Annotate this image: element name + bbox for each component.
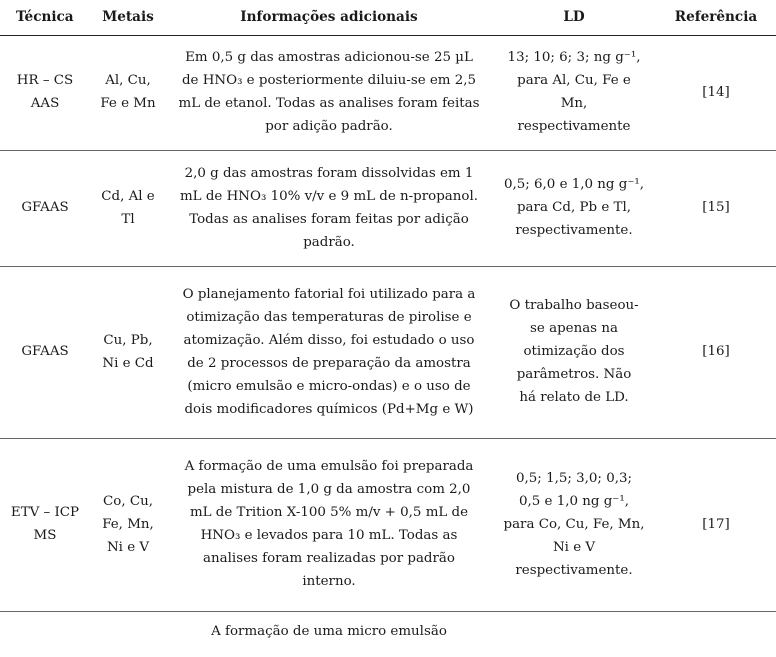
header-row (0, 0, 776, 36)
table-row (0, 151, 776, 267)
header-referencia: Referência (656, 0, 776, 36)
cell-ld: O trabalho baseou- se apenas na otimização dos parâmetros. Não há relato de LD. (492, 267, 656, 439)
cell-referencia (656, 612, 776, 657)
cell-referencia: [14] (656, 36, 776, 151)
header-metais: Metais (90, 0, 166, 36)
cell-ld: 13; 10; 6; 3; ng g⁻¹, para Al, Cu, Fe e Mn, respectivamente (492, 36, 656, 151)
cell-referencia: [15] (656, 151, 776, 267)
cell-info: O planejamento fatorial foi utilizado para a otimização das temperaturas de pirolise e atomização. Além disso, foi estudado o uso de 2 processos de preparação da amostra (micro emulsão e micro-ondas) e o uso de dois modificadores químicos (Pd+Mg e W) (166, 267, 492, 439)
cell-metais: Cu, Pb, Ni e Cd (90, 267, 166, 439)
cell-ld: 0,5; 1,5; 3,0; 0,3; 0,5 e 1,0 ng g⁻¹, para Co, Cu, Fe, Mn, Ni e V respectivamente. (492, 439, 656, 612)
cell-referencia: [17] (656, 439, 776, 612)
cell-info: Em 0,5 g das amostras adicionou-se 25 µL de HNO₃ e posteriormente diluiu-se em 2,5 mL de etanol. Todas as analises foram feitas por adição padrão. (166, 36, 492, 151)
table-row (0, 36, 776, 151)
table-row (0, 439, 776, 612)
cell-info: A formação de uma micro emulsão (211, 624, 447, 639)
header-info: Informações adicionais (166, 0, 492, 36)
cell-tecnica: ETV – ICP MS (0, 439, 90, 612)
cell-referencia: [16] (656, 267, 776, 439)
table-row (0, 612, 776, 657)
cell-info: A formação de uma emulsão foi preparada pela mistura de 1,0 g da amostra com 2,0 mL de Trition X-100 5% m/v + 0,5 mL de HNO₃ e levados para 10 mL. Todas as analises foram realizadas por padrão interno. (166, 439, 492, 612)
table-row (0, 267, 776, 439)
header-ld: LD (492, 0, 656, 36)
cell-metais: Cd, Al e Tl (90, 151, 166, 267)
cell-tecnica (0, 612, 90, 657)
cell-tecnica: GFAAS (0, 151, 90, 267)
cell-ld (492, 612, 656, 657)
cell-tecnica: GFAAS (0, 267, 90, 439)
cell-metais: Al, Cu, Fe e Mn (90, 36, 166, 151)
cell-metais: Co, Cu, Fe, Mn, Ni e V (90, 439, 166, 612)
cell-info: 2,0 g das amostras foram dissolvidas em 1 mL de HNO₃ 10% v/v e 9 mL de n-propanol. Todas as analises foram feitas por adição padrão. (166, 151, 492, 267)
cell-ld: 0,5; 6,0 e 1,0 ng g⁻¹, para Cd, Pb e Tl, respectivamente. (492, 151, 656, 267)
header-tecnica: Técnica (0, 0, 90, 36)
cell-tecnica: HR – CS AAS (0, 36, 90, 151)
cell-metais (90, 612, 166, 657)
